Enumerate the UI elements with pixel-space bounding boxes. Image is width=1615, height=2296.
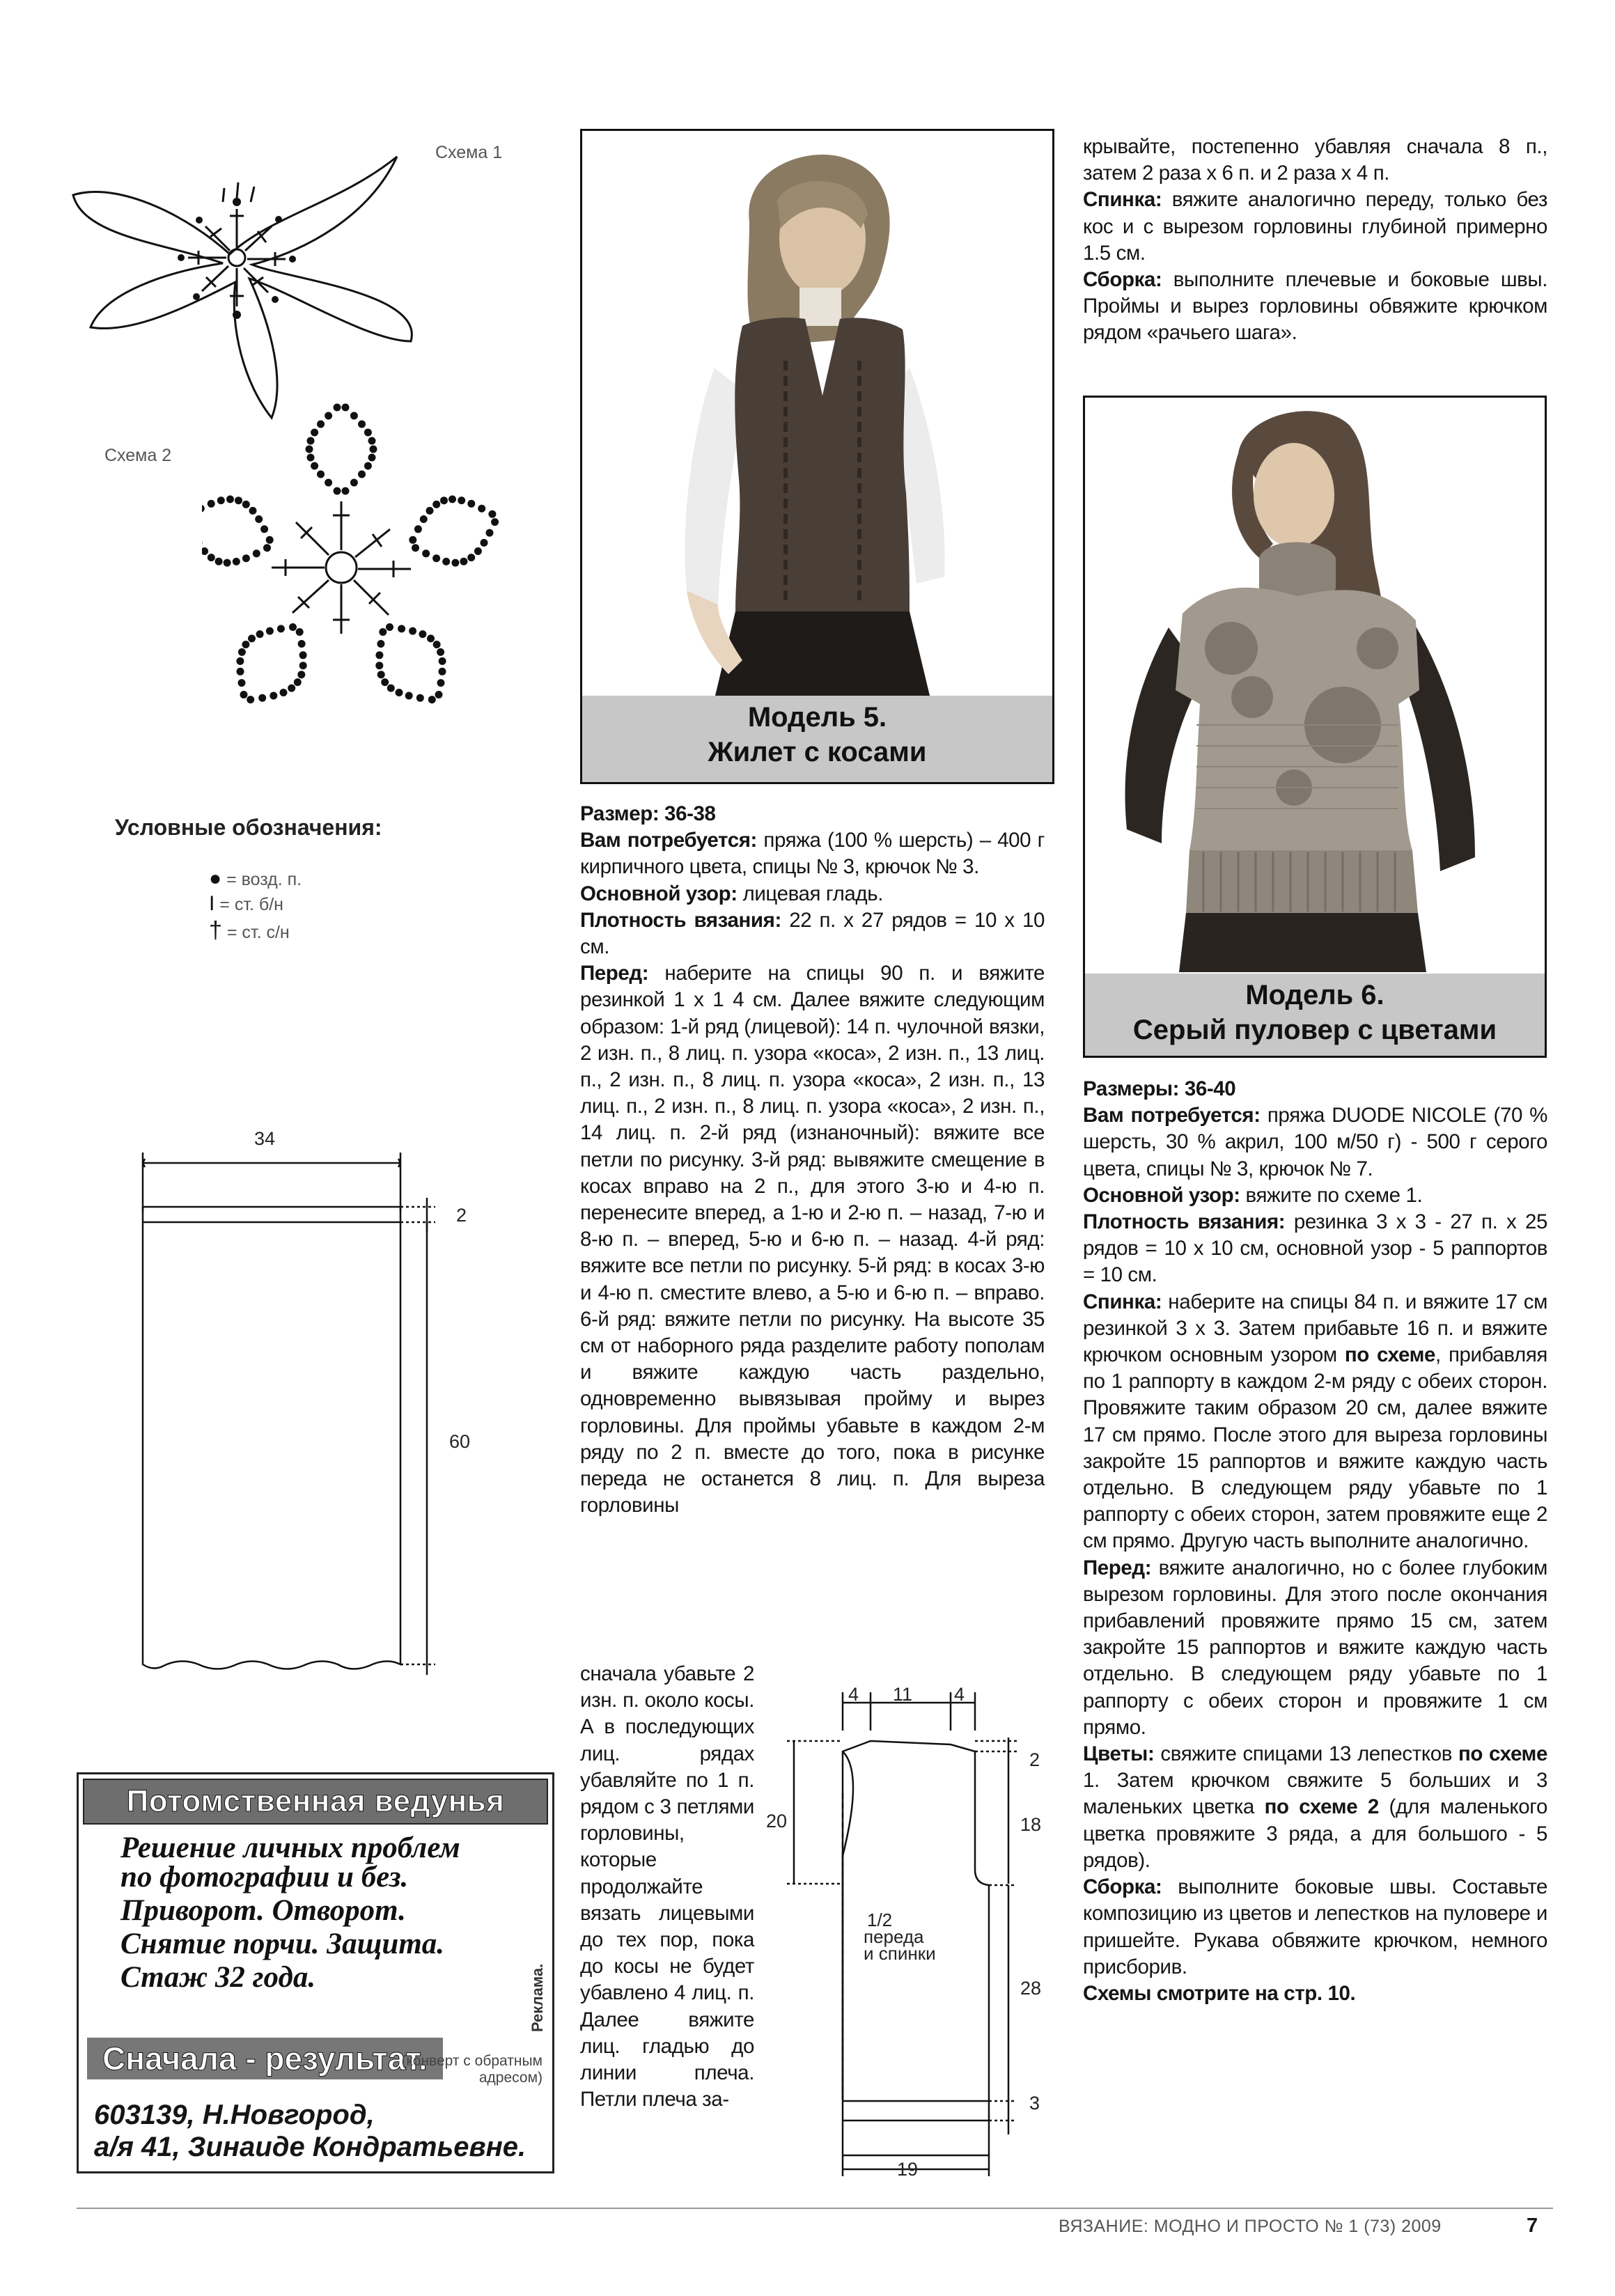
model5-pattern: Основной узор: лицевая гладь. xyxy=(580,882,884,905)
model6-caption-line2: Серый пуловер с цветами xyxy=(1132,1015,1497,1045)
model5-size: Размер: 36-38 xyxy=(580,802,716,825)
model5-text-column xyxy=(580,801,1045,1519)
page-number: 7 xyxy=(1527,2215,1538,2237)
model5-assembly: Сборка: выполните плечевые и боковые швы. Проймы и вырез горловины обвяжите крючком рядом «рачьего шага». xyxy=(1083,268,1547,345)
pattern2-r-top: 2 xyxy=(1029,1749,1040,1770)
ad-side-label-box xyxy=(529,1921,549,2032)
model6-assembly: Сборка: выполните боковые швы. Составьте композицию из цветов и лепестков на пуловере и пришейте. Рукава обвяжите крючком, немного присборив. xyxy=(1083,1875,1547,1978)
pattern1-top: 2 xyxy=(456,1205,467,1226)
model6-photo xyxy=(1085,398,1545,972)
pattern2-center-label: 1/2 переда и спинки xyxy=(864,1910,936,1964)
ad-side-label: Реклама. xyxy=(529,1963,546,2032)
model6-text-column xyxy=(1083,1076,1547,2007)
single-crochet-icon: I xyxy=(209,892,215,915)
model5-caption-line2: Жилет с косами xyxy=(708,737,927,767)
model6-caption-line1: Модель 6. xyxy=(1245,980,1384,1010)
pattern2-bottom: 19 xyxy=(897,2159,919,2180)
pattern2-right-18: 18 xyxy=(1020,1814,1042,1835)
scheme2-label: Схема 2 xyxy=(104,446,172,465)
ad-line-1: Решение личных проблем xyxy=(120,1832,460,1864)
ad-title: Потомственная ведунья xyxy=(83,1779,548,1825)
ad-note: (конверт с обратным адресом) xyxy=(401,2053,543,2086)
model5-text-narrow: сначала убавьте 2 изн. п. около косы. А в последующих лиц. рядах убавляйте по 1 п. рядом с 3 петлями горловины, которые продолжайте вязать лицевыми до тех пор, пока до косы не будет убавлено 4 лиц. п. Далее вяжите лиц. гладью до линии плеча. Петли плеча за- xyxy=(580,1662,754,2111)
advertisement xyxy=(77,1772,554,2173)
model6-front: Перед: вяжите аналогично, но с более глубоким вырезом горловины. Для этого после окончания прибавлений провяжите прямо 15 см, затем закройте 15 раппортов и вяжите каждую часть отдельно. В следующем ряду убавьте по 1 раппорту с обеих сторон и провяжите 1 см прямо. xyxy=(1083,1556,1547,1739)
ad-address: 603139, Н.Новгород, а/я 41, Зинаиде Кондратьевне. xyxy=(94,2100,526,2162)
model5-photo xyxy=(582,131,1052,698)
ad-line-3: Приворот. Отворот. xyxy=(120,1894,406,1927)
ad-result: Сначала - результат. xyxy=(87,2038,443,2079)
footer-rule xyxy=(77,2208,1553,2209)
ad-line-4: Снятие порчи. Защита. xyxy=(120,1928,445,1960)
model5-caption-line1: Модель 5. xyxy=(747,702,887,733)
model5-front: Перед: наберите на спицы 90 п. и вяжите резинкой 1 х 1 4 см. Далее вяжите следующим образом: 1-й ряд (лицевой): 14 п. чулочной вязки, 2 изн. п., 8 лиц. п. узора «коса», 2 изн. п., 13 лиц. п., 2 изн. п., 8 лиц. п. узора «коса», 2 изн. п., 13 лиц. п., 2 изн. п., 8 лиц. п. узора «коса», 2 изн. п., 14 лиц. п. 2-й ряд (изнаночный): вяжите все петли по рисунку. 3-й ряд: вывяжите смещение в косах вправо на 2 п., для этого 3-ю и 4-ю п. перенесите вперед, а 1-ю и 2-ю п. – назад, 7-ю и 8-ю п. – вперед, 5-ю и 6-ю п. – назад. 4-й ряд: вяжите все петли по рисунку. 5-й ряд: в косах 3-ю и 4-ю п. сместите влево, а 5-ю и 6-ю п. – вправо. 6-й ряд: вяжите петли по рисунку. На высоте 35 см от наборного ряда разделите работу пополам и вяжите каждую часть раздельно, одновременно вывязывая пройму и вырез горловины. Для проймы убавьте в каждом 2-м ряду по 2 п. вместе до того, пока в рисунке переда не останется 8 лиц. п. Для выреза горловины xyxy=(580,962,1045,1517)
model6-schemes-note: Схемы смотрите на стр. 10. xyxy=(1083,1981,1356,2005)
pattern2-w2: 11 xyxy=(893,1684,913,1705)
model6-needs: Вам потребуется: пряжа DUODE NICOLE (70 % шерсть, 30 % акрил, 100 м/50 г) - 500 г серого цвета, спицы № 3, крючок № 7. xyxy=(1083,1104,1547,1180)
pattern2-left-20: 20 xyxy=(766,1811,788,1832)
legend-item-dc: † = ст. с/н xyxy=(209,917,290,944)
model5-needs: Вам потребуется: пряжа (100 % шерсть) – 400 г кирпичного цвета, спицы № 3, крючок № 3. xyxy=(580,829,1045,879)
model6-flowers: Цветы: свяжите спицами 13 лепестков по схеме 1. Затем крючком свяжите 5 больших и 3 маленьких цветка по схеме 2 (для маленького цветка провяжите 3 ряда, а для большого - 5 рядов). xyxy=(1083,1742,1547,1872)
model6-photo-frame xyxy=(1083,396,1547,1058)
pattern1-diagram xyxy=(129,1128,491,1706)
model5-caption xyxy=(582,696,1052,782)
model6-back: Спинка: наберите на спицы 84 п. и вяжите 17 см резинкой 3 х 3. Затем прибавьте 16 п. и вяжите крючком основным узором по схеме, прибавляя по 1 раппорту в каждом 2-м ряду с обеих сторон. Провяжите таким образом 20 см, далее вяжите 17 см прямо. После этого для выреза горловины закройте 15 раппортов и вяжите каждую часть отдельно. В следующем ряду убавьте по 1 раппорту с обеих сторон, затем провяжите еще 2 см прямо. Другую часть выполните аналогично. xyxy=(1083,1290,1547,1553)
model5-back: Спинка: вяжите аналогично переду, только без кос и с вырезом горловины глубиной примерно 1.5 см. xyxy=(1083,188,1547,265)
pattern2-w3: 4 xyxy=(954,1684,965,1705)
pattern1-height: 60 xyxy=(449,1431,471,1452)
model6-caption xyxy=(1085,974,1545,1056)
pattern2-w1: 4 xyxy=(848,1684,859,1705)
legend-list xyxy=(209,867,302,942)
scheme2-diagram xyxy=(202,380,550,742)
legend-item-chain: ● = возд. п. xyxy=(209,867,302,890)
model5-text-continued: крывайте, постепенно убавляя сначала 8 п., затем 2 раза х 6 п. и 2 раза х 4 п. Спинка: вяжите аналогично переду, только без кос и с вырезом горловины глубиной примерно 1.5 см. Сборка: выполните плечевые и боковые швы. Проймы и вырез горловины обвяжите крючком рядом «рачьего шага». xyxy=(1083,134,1547,347)
pattern2-right-3: 3 xyxy=(1029,2093,1040,2114)
legend-title: Условные обозначения: xyxy=(115,815,382,840)
model6-density: Плотность вязания: резинка 3 х 3 - 27 п. х 25 рядов = 10 х 10 см, основной узор - 5 раппортов = 10 см. xyxy=(1083,1210,1547,1287)
double-crochet-icon: † xyxy=(209,917,222,944)
ad-line-5: Стаж 32 года. xyxy=(120,1961,316,1994)
model5-density: Плотность вязания: 22 п. х 27 рядов = 10 х 10 см. xyxy=(580,908,1045,959)
model6-sizes: Размеры: 36-40 xyxy=(1083,1077,1236,1100)
pattern2-right-28: 28 xyxy=(1020,1978,1042,1999)
legend-item-sc: I = ст. б/н xyxy=(209,892,283,915)
model5-photo-frame xyxy=(580,129,1054,784)
ad-line-2: по фотографии и без. xyxy=(120,1861,409,1893)
footer-magazine: ВЯЗАНИЕ: МОДНО И ПРОСТО № 1 (73) 2009 xyxy=(1059,2217,1442,2236)
pattern1-width: 34 xyxy=(254,1128,276,1149)
scheme1-label: Схема 1 xyxy=(435,143,503,162)
model6-pattern: Основной узор: вяжите по схеме 1. xyxy=(1083,1183,1423,1207)
chain-stitch-icon: ● xyxy=(209,867,222,890)
